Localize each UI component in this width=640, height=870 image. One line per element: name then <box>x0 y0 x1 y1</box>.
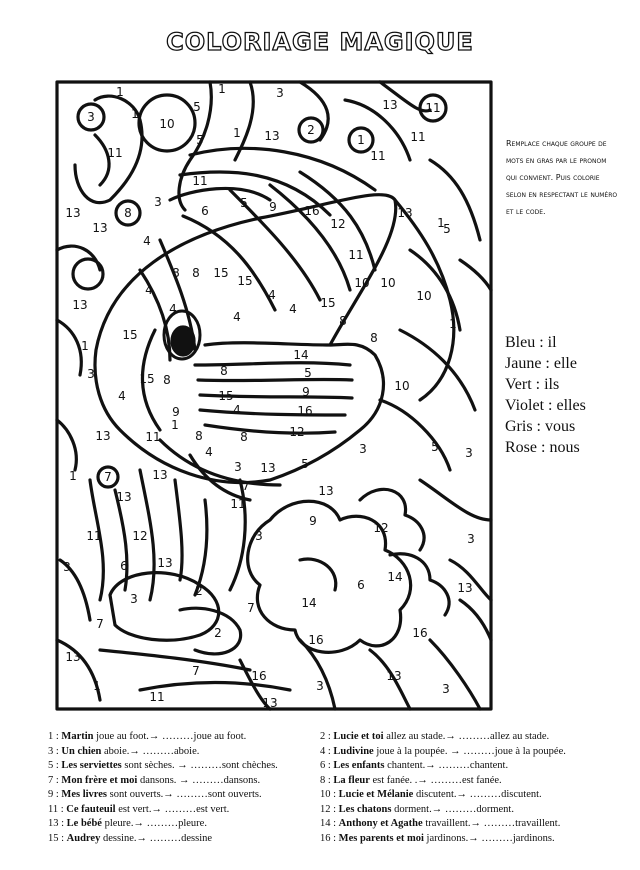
sentence-row <box>48 803 608 818</box>
region-number: 13 <box>457 581 473 595</box>
sentence-item <box>320 788 542 803</box>
region-number: 6 <box>357 578 365 592</box>
region-number: 10 <box>354 276 370 290</box>
region-number: 13 <box>116 490 132 504</box>
region-number: 16 <box>297 404 313 418</box>
sentence-rest: dorment.→ ………dorment. <box>391 803 514 815</box>
sentence-item <box>320 803 514 818</box>
sentence-item <box>48 774 320 789</box>
region-number: 3 <box>467 532 475 546</box>
region-number: 1 <box>437 216 445 230</box>
sentence-number: 10 : <box>320 789 339 800</box>
region-number: 13 <box>72 298 88 312</box>
region-number: 1 <box>233 126 241 140</box>
region-number: 11 <box>192 174 208 188</box>
sentence-subject: Mes parents et moi <box>338 832 424 844</box>
sentence-item <box>48 788 320 803</box>
region-number: 3 <box>442 682 450 696</box>
sentence-rest: sont sèches. → ………sont chèches. <box>121 760 278 771</box>
sentence-subject: Audrey <box>66 832 101 844</box>
legend-item-violet: Violet : elles <box>505 397 586 414</box>
sentence-subject: Mes livres <box>61 789 108 800</box>
region-number: 15 <box>139 372 155 386</box>
sentence-item <box>320 774 502 789</box>
region-number: 13 <box>152 468 168 482</box>
sentence-item <box>320 759 508 774</box>
region-number: 10 <box>394 379 410 393</box>
sentence-rest: dessine.→ ………dessine <box>100 832 213 844</box>
color-legend <box>505 332 586 458</box>
region-number: 13 <box>65 206 81 220</box>
region-number: 10 <box>159 117 175 131</box>
region-number: 11 <box>86 529 102 543</box>
sentence-row <box>48 730 608 745</box>
region-number: 8 <box>339 314 347 328</box>
region-number: 3 <box>130 592 138 606</box>
region-number: 12 <box>330 217 346 231</box>
region-number: 11 <box>230 497 246 511</box>
region-number: 5 <box>301 457 309 471</box>
sentence-rest: discutent.→ ………discutent. <box>413 789 542 800</box>
sentence-subject: Lucie et toi <box>333 731 384 742</box>
sentence-row <box>48 788 608 803</box>
region-number: 12 <box>373 521 389 535</box>
region-number: 8 <box>172 266 180 280</box>
region-number: 4 <box>233 310 241 324</box>
sentence-rest: est vert.→ ………est vert. <box>115 803 230 815</box>
region-number: 7 <box>247 601 255 615</box>
sentence-subject: Mon frère et moi <box>61 774 138 786</box>
region-number: 11 <box>348 248 364 262</box>
region-number: 9 <box>309 514 317 528</box>
sentence-number: 8 : <box>320 774 334 786</box>
region-number: 13 <box>92 221 108 235</box>
region-number: 7 <box>104 470 112 484</box>
region-number: 10 <box>380 276 396 290</box>
region-number: 4 <box>169 302 177 316</box>
region-number: 10 <box>416 289 432 303</box>
region-number: 3 <box>87 367 95 381</box>
region-number: 3 <box>63 560 71 574</box>
instructions-text: Remplace chaque groupe de mots en gras par le pronom qui convient. Puis colorie selon en respectant le numéro et le code. <box>506 139 618 216</box>
region-number: 16 <box>251 669 267 683</box>
sentence-rest: dansons. → ………dansons. <box>137 774 261 786</box>
region-number: 16 <box>308 633 324 647</box>
region-number: 8 <box>240 430 248 444</box>
region-number: 5 <box>443 222 451 236</box>
region-number: 7 <box>96 617 104 631</box>
region-number: 1 <box>449 317 457 331</box>
sentence-subject: La fleur <box>333 774 370 786</box>
sentence-number: 12 : <box>320 803 339 815</box>
region-number: 11 <box>107 146 123 160</box>
sentence-number: 15 : <box>48 832 67 844</box>
region-number: 12 <box>289 425 305 439</box>
sentence-subject: Les serviettes <box>61 760 122 771</box>
region-number: 11 <box>410 130 426 144</box>
sentence-number: 16 : <box>320 832 339 844</box>
region-number: 15 <box>122 328 138 342</box>
region-number: 14 <box>293 348 309 362</box>
sentence-item <box>48 832 320 847</box>
sentence-number: 7 : <box>48 774 62 786</box>
region-number: 11 <box>425 101 441 115</box>
sentence-item <box>48 803 320 818</box>
legend-item-bleu: Bleu : il <box>505 334 557 351</box>
region-number: 5 <box>196 133 204 147</box>
sentence-subject: Le bébé <box>66 818 102 829</box>
sentence-rest: allez au stade.→ ………allez au stade. <box>383 731 550 742</box>
region-number: 15 <box>320 296 336 310</box>
sentence-row <box>48 817 608 832</box>
region-number: 9 <box>172 405 180 419</box>
region-number: 8 <box>195 429 203 443</box>
region-number: 1 <box>81 339 89 353</box>
region-number: 15 <box>237 274 253 288</box>
region-number: 8 <box>192 266 200 280</box>
sentence-subject: Un chien <box>61 745 102 757</box>
sentence-subject: Martin <box>61 731 94 742</box>
sentence-number: 11 : <box>48 803 67 815</box>
region-number: 11 <box>149 690 165 704</box>
sentence-rest: chantent.→ ………chantent. <box>384 760 509 771</box>
region-number: 13 <box>65 650 81 664</box>
sentence-rest: jardinons.→ ………jardinons. <box>423 832 555 844</box>
region-number: 1 <box>131 107 139 121</box>
region-number: 13 <box>157 556 173 570</box>
region-number: 5 <box>304 366 312 380</box>
region-number: 15 <box>213 266 229 280</box>
sentence-number: 2 : <box>320 731 334 742</box>
region-number: 3 <box>465 446 473 460</box>
region-number: 6 <box>120 559 128 573</box>
region-number: 13 <box>260 461 276 475</box>
region-number: 9 <box>269 200 277 214</box>
legend-item-rose: Rose : nous <box>505 439 580 456</box>
sentence-subject: Lucie et Mélanie <box>338 789 414 800</box>
sentence-number: 13 : <box>48 818 67 829</box>
sentence-subject: Les chatons <box>338 803 392 815</box>
region-number: 5 <box>193 100 201 114</box>
region-number: 3 <box>154 195 162 209</box>
sentences-list <box>48 730 608 846</box>
region-number: 4 <box>143 234 151 248</box>
sentence-rest: aboie.→ ………aboie. <box>101 745 200 757</box>
region-number: 4 <box>118 389 126 403</box>
sentence-number: 6 : <box>320 760 334 771</box>
sentence-item <box>320 745 566 760</box>
sentence-item <box>48 730 320 745</box>
sentence-number: 14 : <box>320 818 339 829</box>
legend-item-vert: Vert : ils <box>505 376 560 393</box>
region-number: 9 <box>302 385 310 399</box>
region-number: 8 <box>370 331 378 345</box>
region-number: 14 <box>387 570 403 584</box>
region-number: 4 <box>205 445 213 459</box>
sentence-row <box>48 759 608 774</box>
region-number: 13 <box>397 206 413 220</box>
sentence-subject: Ludivine <box>333 745 374 757</box>
sentence-rest: est fanée. .→ ………est fanée. <box>369 774 502 786</box>
region-number: 15 <box>218 389 234 403</box>
sentence-item <box>48 759 320 774</box>
region-number: 13 <box>382 98 398 112</box>
region-number: 5 <box>431 440 439 454</box>
region-number: 1 <box>357 133 365 147</box>
legend-item-jaune: Jaune : elle <box>505 355 577 372</box>
sentence-row <box>48 745 608 760</box>
region-number: 3 <box>234 460 242 474</box>
region-number: 3 <box>276 86 284 100</box>
region-number: 1 <box>218 82 226 96</box>
region-number: 11 <box>145 430 161 444</box>
sentence-row <box>48 832 608 847</box>
sentence-number: 1 : <box>48 731 62 742</box>
region-number: 13 <box>386 669 402 683</box>
sentence-item <box>320 730 549 745</box>
region-number: 3 <box>359 442 367 456</box>
region-number: 4 <box>233 403 241 417</box>
region-number: 1 <box>116 85 124 99</box>
region-number: 13 <box>318 484 334 498</box>
sentence-subject: Les enfants <box>333 760 385 771</box>
sentence-item <box>48 817 320 832</box>
region-number: 1 <box>171 418 179 432</box>
sentence-number: 3 : <box>48 745 62 757</box>
region-number: 12 <box>132 529 148 543</box>
sentence-rest: sont ouverts.→ ………sont ouverts. <box>107 789 262 800</box>
page-title: COLORIAGE MAGIQUE <box>166 28 474 56</box>
sentence-rest: joue à la poupée. → ………joue à la poupée. <box>373 745 566 757</box>
region-number: 2 <box>307 123 315 137</box>
sentence-item <box>320 832 555 847</box>
region-number: 16 <box>304 204 320 218</box>
region-number: 3 <box>316 679 324 693</box>
region-number: 4 <box>268 288 276 302</box>
region-number: 13 <box>95 429 111 443</box>
region-number: 1 <box>93 679 101 693</box>
region-number: 8 <box>124 206 132 220</box>
sentence-rest: joue au foot.→ ………joue au foot. <box>93 731 247 742</box>
region-number: 4 <box>289 302 297 316</box>
sentence-row <box>48 774 608 789</box>
region-number: 5 <box>240 196 248 210</box>
region-number: 7 <box>192 664 200 678</box>
region-number: 6 <box>201 204 209 218</box>
region-number: 1 <box>69 469 77 483</box>
region-number: 3 <box>255 529 263 543</box>
sentence-subject: Ce fauteuil <box>66 803 116 815</box>
region-number: 2 <box>195 584 203 598</box>
sentence-number: 4 : <box>320 745 334 757</box>
sentence-rest: pleure.→ ………pleure. <box>101 818 207 829</box>
sentence-number: 5 : <box>48 760 62 771</box>
region-number: 3 <box>87 110 95 124</box>
sentence-item <box>320 817 560 832</box>
region-number: 7 <box>242 479 250 493</box>
sentence-subject: Anthony et Agathe <box>338 818 423 829</box>
region-number: 13 <box>262 696 278 710</box>
region-number: 13 <box>264 129 280 143</box>
region-number: 2 <box>214 626 222 640</box>
sentence-item <box>48 745 320 760</box>
region-number: 14 <box>301 596 317 610</box>
legend-item-gris: Gris : vous <box>505 418 576 435</box>
sentence-rest: travaillent.→ ………travaillent. <box>422 818 561 829</box>
sentence-number: 9 : <box>48 789 62 800</box>
region-number: 16 <box>412 626 428 640</box>
region-number: 8 <box>220 364 228 378</box>
region-number: 4 <box>145 283 153 297</box>
region-number: 11 <box>370 149 386 163</box>
region-number: 8 <box>163 373 171 387</box>
